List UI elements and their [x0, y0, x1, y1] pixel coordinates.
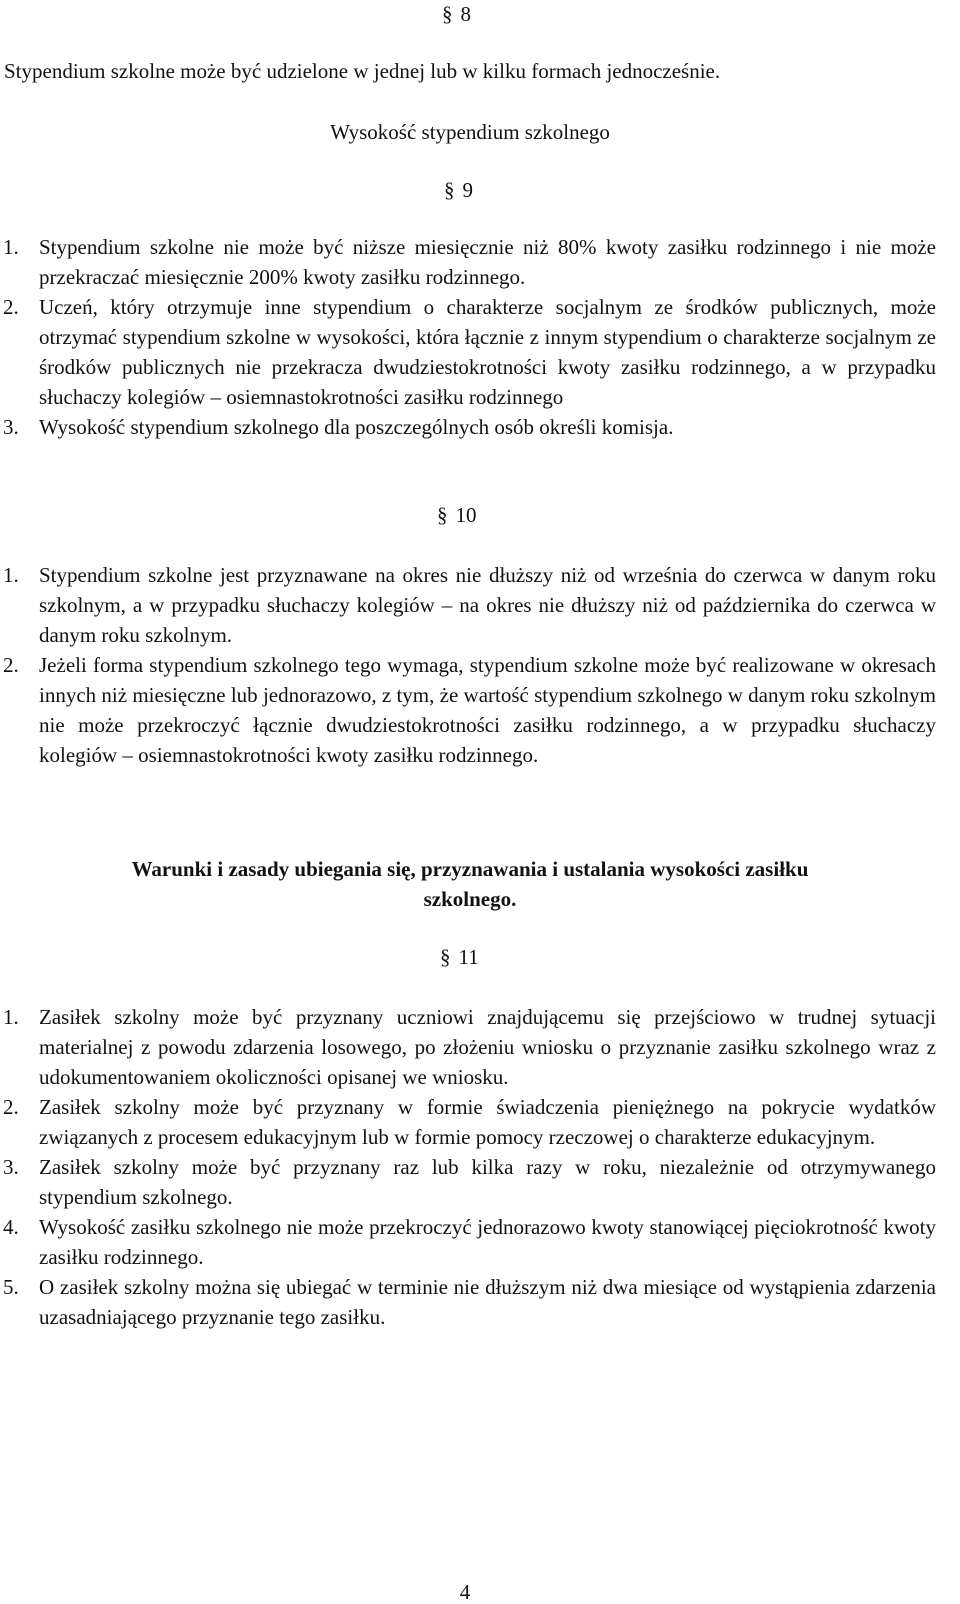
- item-text: Stypendium szkolne nie może być niższe miesięcznie niż 80% kwoty zasiłku rodzinnego i nie może przekraczać miesięcznie 200% kwoty zasiłku rodzinnego.: [39, 235, 936, 289]
- heading-warunki: [0, 854, 940, 914]
- list-item: [0, 232, 936, 292]
- item-number: 1.: [3, 563, 19, 587]
- item-number: 1.: [3, 1005, 19, 1029]
- item-text: Wysokość stypendium szkolnego dla poszczególnych osób określi komisja.: [39, 415, 674, 439]
- list-item: [0, 1212, 936, 1272]
- item-number: 3.: [3, 1155, 19, 1179]
- list-item: [0, 1272, 936, 1332]
- section-8-heading: [442, 2, 471, 26]
- list-item: [0, 1152, 936, 1212]
- item-number: 5.: [3, 1275, 19, 1299]
- item-text: Wysokość zasiłku szkolnego nie może przekroczyć jednorazowo kwoty stanowiącej pięciokrotność kwoty zasiłku rodzinnego.: [39, 1215, 936, 1269]
- section-symbol: §: [444, 178, 455, 202]
- list-item: [0, 560, 936, 650]
- list-item: [0, 1002, 936, 1092]
- item-number: 2.: [3, 295, 19, 319]
- section-symbol: §: [437, 503, 448, 527]
- section-9-list: [0, 232, 936, 442]
- section-symbol: §: [440, 945, 451, 969]
- page-number: 4: [459, 1580, 471, 1604]
- section-10-heading: [437, 503, 477, 527]
- section-9-heading: [444, 178, 473, 202]
- item-text: Zasiłek szkolny może być przyznany raz lub kilka razy w roku, niezależnie od otrzymywanego stypendium szkolnego.: [39, 1155, 936, 1209]
- section-number: 11: [458, 945, 479, 969]
- item-text: Zasiłek szkolny może być przyznany uczniowi znajdującemu się przejściowo w trudnej sytuacji materialnej z powodu zdarzenia losowego, po złożeniu wniosku o przyznanie zasiłku szkolnego wraz z udokumentowaniem okoliczności opisanej we wniosku.: [39, 1005, 936, 1089]
- item-text: Uczeń, który otrzymuje inne stypendium o charakterze socjalnym ze środków publicznych, może otrzymać stypendium szkolne w wysokości, która łącznie z innym stypendium o charakterze socjalnym ze środków publicznych nie przekracza dwudziestokrotności kwoty zasiłku rodzinnego, a w przypadku słuchaczy kolegiów – osiemnastokrotności zasiłku rodzinnego: [39, 295, 936, 409]
- section-number: 8: [460, 2, 471, 26]
- section-11-heading: [440, 945, 479, 969]
- item-number: 2.: [3, 1095, 19, 1119]
- heading-wysokosc: Wysokość stypendium szkolnego: [330, 120, 610, 144]
- list-item: [0, 292, 936, 412]
- item-number: 2.: [3, 653, 19, 677]
- list-item: [0, 412, 936, 442]
- item-text: Zasiłek szkolny może być przyznany w formie świadczenia pieniężnego na pokrycie wydatków związanych z procesem edukacyjnym lub w formie pomocy rzeczowej o charakterze edukacyjnym.: [39, 1095, 936, 1149]
- item-text: Jeżeli forma stypendium szkolnego tego wymaga, stypendium szkolne może być realizowane w okresach innych niż miesięczne lub jednorazowo, z tym, że wartość stypendium szkolnego w danym roku szkolnym nie może przekroczyć łącznie dwudziestokrotności zasiłku rodzinnego, a w przypadku słuchaczy kolegiów – osiemnastokrotności kwoty zasiłku rodzinnego.: [39, 653, 936, 767]
- section-10-list: [0, 560, 936, 770]
- section-number: 9: [462, 178, 473, 202]
- item-number: 3.: [3, 415, 19, 439]
- item-text: O zasiłek szkolny można się ubiegać w terminie nie dłuższym niż dwa miesiące od wystąpienia zdarzenia uzasadniającego przyznanie tego zasiłku.: [39, 1275, 936, 1329]
- section-symbol: §: [442, 2, 453, 26]
- list-item: [0, 1092, 936, 1152]
- section-8-text: Stypendium szkolne może być udzielone w jednej lub w kilku formach jednocześnie.: [4, 59, 721, 83]
- item-number: 4.: [3, 1215, 19, 1239]
- heading-warunki-line1: Warunki i zasady ubiegania się, przyznawania i ustalania wysokości zasiłku: [131, 857, 809, 881]
- heading-warunki-line2: szkolnego.: [423, 887, 517, 911]
- item-number: 1.: [3, 235, 19, 259]
- item-text: Stypendium szkolne jest przyznawane na okres nie dłuższy niż od września do czerwca w danym roku szkolnym, a w przypadku słuchaczy kolegiów – na okres nie dłuższy niż od października do czerwca w danym roku szkolnym.: [39, 563, 936, 647]
- section-number: 10: [455, 503, 477, 527]
- list-item: [0, 650, 936, 770]
- section-11-list: [0, 1002, 936, 1332]
